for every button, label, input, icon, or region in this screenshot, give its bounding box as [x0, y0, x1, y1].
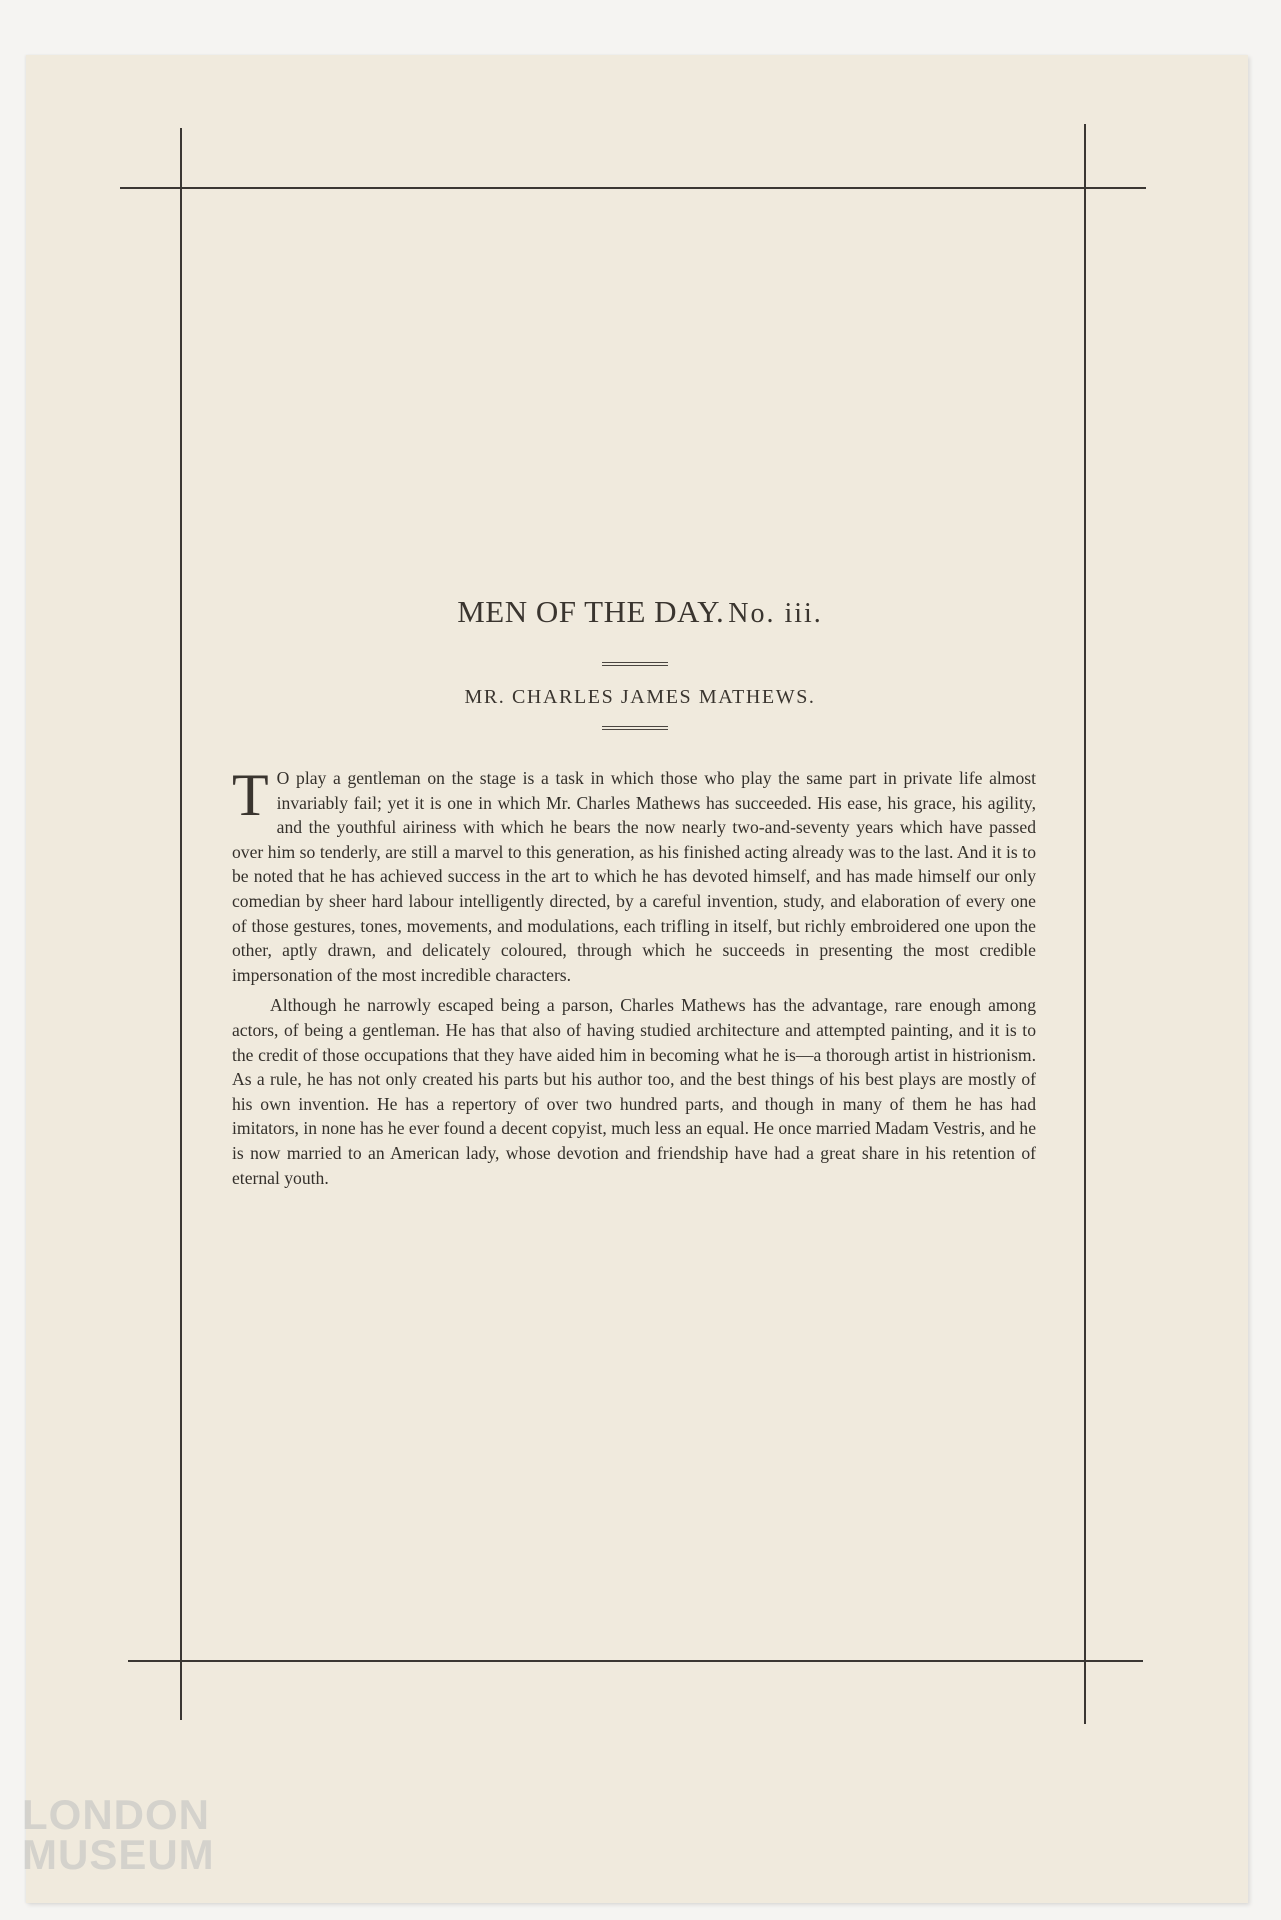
- title-divider-bottom: [602, 726, 668, 730]
- title-divider-top: [602, 662, 668, 666]
- paragraph-1-text: O play a gentleman on the stage is a task in which those who play the same part in private life almost invariably fail; yet it is one in which Mr. Charles Mathews has succeeded. His ease, his grace, his agility, and the youthful airiness with which he bears the now nearly two-and-seventy years which have passed over him so tenderly, are still a marvel to this generation, as his finished acting already was to the last. And it is to be noted that he has achieved success in the art to which he has devoted himself, and has made himself our only comedian by sheer hard labour intelligently directed, by a careful invention, study, and elaboration of every one of those gestures, tones, movements, and modulations, each trifling in itself, but richly embroidered one upon the other, aptly drawn, and delicately coloured, through which he succeeds in presenting the most credible impersonation of the most incredible characters.: [232, 768, 1036, 985]
- frame-left-rule: [180, 128, 182, 1720]
- watermark-line-2: MUSEUM: [22, 1831, 215, 1878]
- frame-bottom-rule: [128, 1660, 1143, 1662]
- page-title: [160, 594, 1120, 630]
- heading-text: MEN OF THE DAY.: [457, 594, 725, 629]
- paragraph-2: Although he narrowly escaped being a parson, Charles Mathews has the advantage, rare enough among actors, of being a gentleman. He has that also of having studied architecture and attempted painting, and it is to the credit of those occupations that they have aided him in becoming what he is—a thorough artist in histrionism. As a rule, he has not only created his parts but his author too, and the best things of his best plays are mostly of his own invention. He has a repertory of over two hundred parts, and though in many of them he has had imitators, in none has he ever found a decent copyist, much less an equal. He once married Madam Vestris, and he is now married to an American lady, whose devotion and friendship have had a great share in his retention of eternal youth.: [232, 995, 1036, 1188]
- drop-cap: T: [232, 762, 269, 828]
- subtitle: MR. CHARLES JAMES MATHEWS.: [464, 686, 816, 708]
- watermark-line-1: LONDON: [22, 1791, 210, 1838]
- issue-number: No. iii.: [728, 598, 823, 629]
- paragraph-1: [232, 762, 1036, 987]
- article-body: [232, 762, 1036, 1190]
- frame-top-rule: [120, 187, 1146, 189]
- frame-right-rule: [1084, 124, 1086, 1724]
- watermark-logo: [22, 1791, 215, 1878]
